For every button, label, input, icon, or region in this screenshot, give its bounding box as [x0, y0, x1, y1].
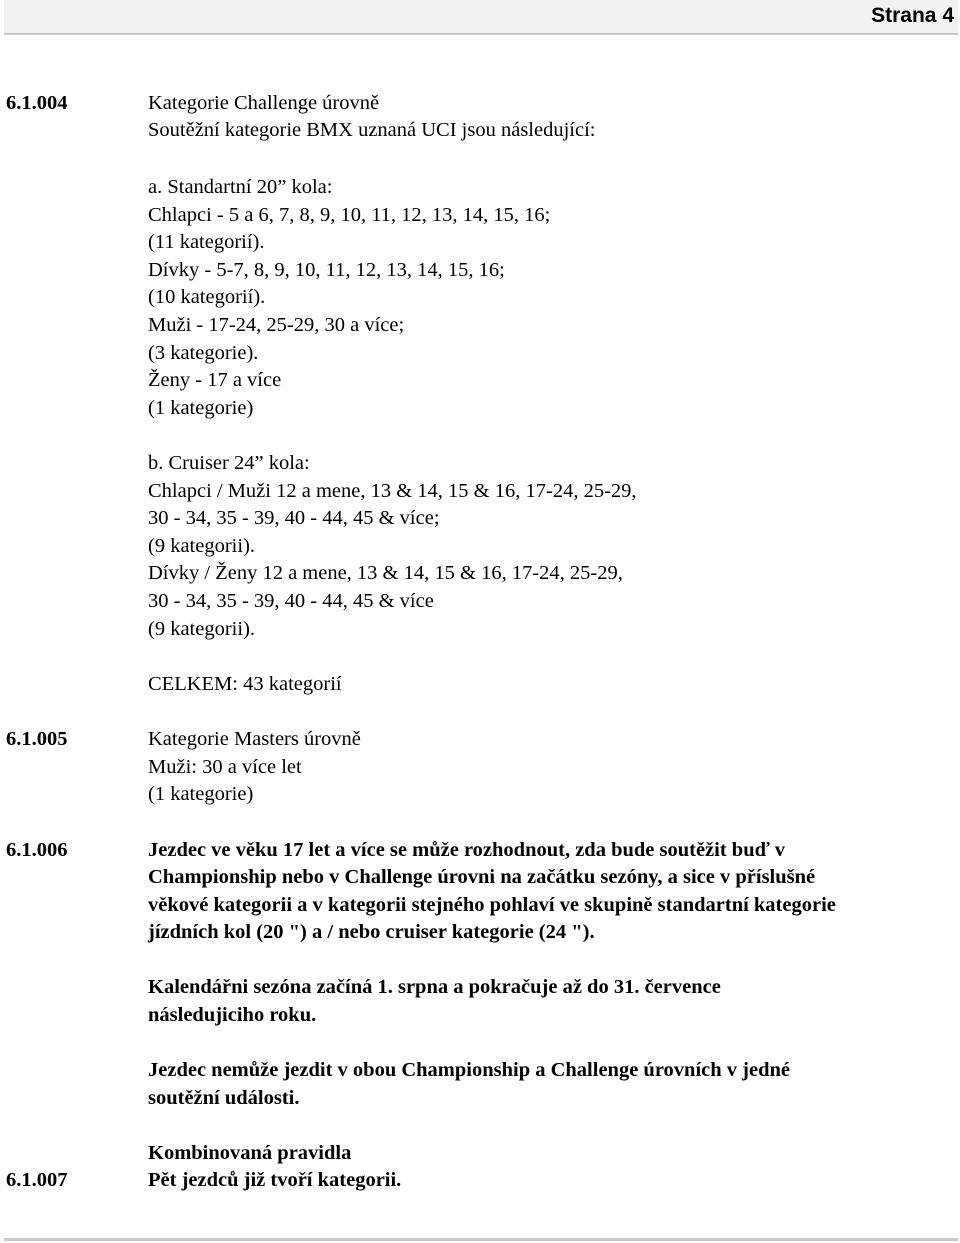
text-line: Jezdec nemůže jezdit v obou Championship a Challenge úrovních v jedné: [148, 1059, 790, 1081]
text-line: Championship nebo v Challenge úrovni na začátku sezóny, a sice v příslušné: [148, 866, 816, 888]
text-line: Muži: 30 a více let: [148, 756, 302, 778]
text-line: Muži - 17-24, 25-29, 30 a více;: [148, 314, 405, 336]
text-line: (9 kategorii).: [148, 618, 256, 640]
subsection-title: Kombinovaná pravidla: [148, 1142, 352, 1164]
text-line: (9 kategorii).: [148, 535, 256, 557]
text-line: Dívky / Ženy 12 a mene, 13 & 14, 15 & 16, 17-24, 25-29,: [148, 562, 623, 584]
section-number: 6.1.004: [6, 92, 68, 114]
text-line: (10 kategorií).: [148, 286, 266, 308]
page-header: [4, 0, 958, 35]
text-line: a. Standartní 20” kola:: [148, 176, 333, 198]
section-title: Kategorie Challenge úrovně: [148, 92, 380, 114]
section-title: Kategorie Masters úrovně: [148, 728, 361, 750]
section-number: 6.1.006: [6, 839, 68, 861]
text-line: (1 kategorie): [148, 783, 254, 805]
text-line: (1 kategorie): [148, 397, 254, 419]
section-number: 6.1.007: [6, 1169, 68, 1191]
text-line: soutěžní události.: [148, 1087, 300, 1109]
text-line: b. Cruiser 24” kola:: [148, 452, 310, 474]
text-line: 30 - 34, 35 - 39, 40 - 44, 45 & více: [148, 590, 434, 612]
text-line: následujiciho roku.: [148, 1004, 317, 1026]
text-line: 30 - 34, 35 - 39, 40 - 44, 45 & více;: [148, 507, 440, 529]
text-line: Ženy - 17 a více: [148, 369, 282, 391]
text-line: Chlapci - 5 a 6, 7, 8, 9, 10, 11, 12, 13, 14, 15, 16;: [148, 204, 551, 226]
text-line: Pět jezdců již tvoří kategorii.: [148, 1169, 402, 1191]
text-line: Jezdec ve věku 17 let a více se může rozhodnout, zda bude soutěžit buď v: [148, 839, 786, 861]
text-line: věkové kategorii a v kategorii stejného pohlaví ve skupině standartní kategorie: [148, 894, 836, 916]
text-line: Dívky - 5-7, 8, 9, 10, 11, 12, 13, 14, 15, 16;: [148, 259, 505, 281]
text-line: jízdních kol (20 ") a / nebo cruiser kategorie (24 ").: [148, 921, 595, 943]
footer-rule: [4, 1238, 958, 1241]
page-number: Strana 4: [871, 4, 954, 27]
total-line: CELKEM: 43 kategorií: [148, 673, 342, 695]
text-line: (3 kategorie).: [148, 342, 259, 364]
text-line: (11 kategorií).: [148, 231, 265, 253]
section-number: 6.1.005: [6, 728, 68, 750]
text-line: Chlapci / Muži 12 a mene, 13 & 14, 15 & 16, 17-24, 25-29,: [148, 480, 637, 502]
text-line: Kalendářni sezóna začíná 1. srpna a pokračuje až do 31. července: [148, 976, 721, 998]
text-line: Soutěžní kategorie BMX uznaná UCI jsou následující:: [148, 119, 596, 141]
